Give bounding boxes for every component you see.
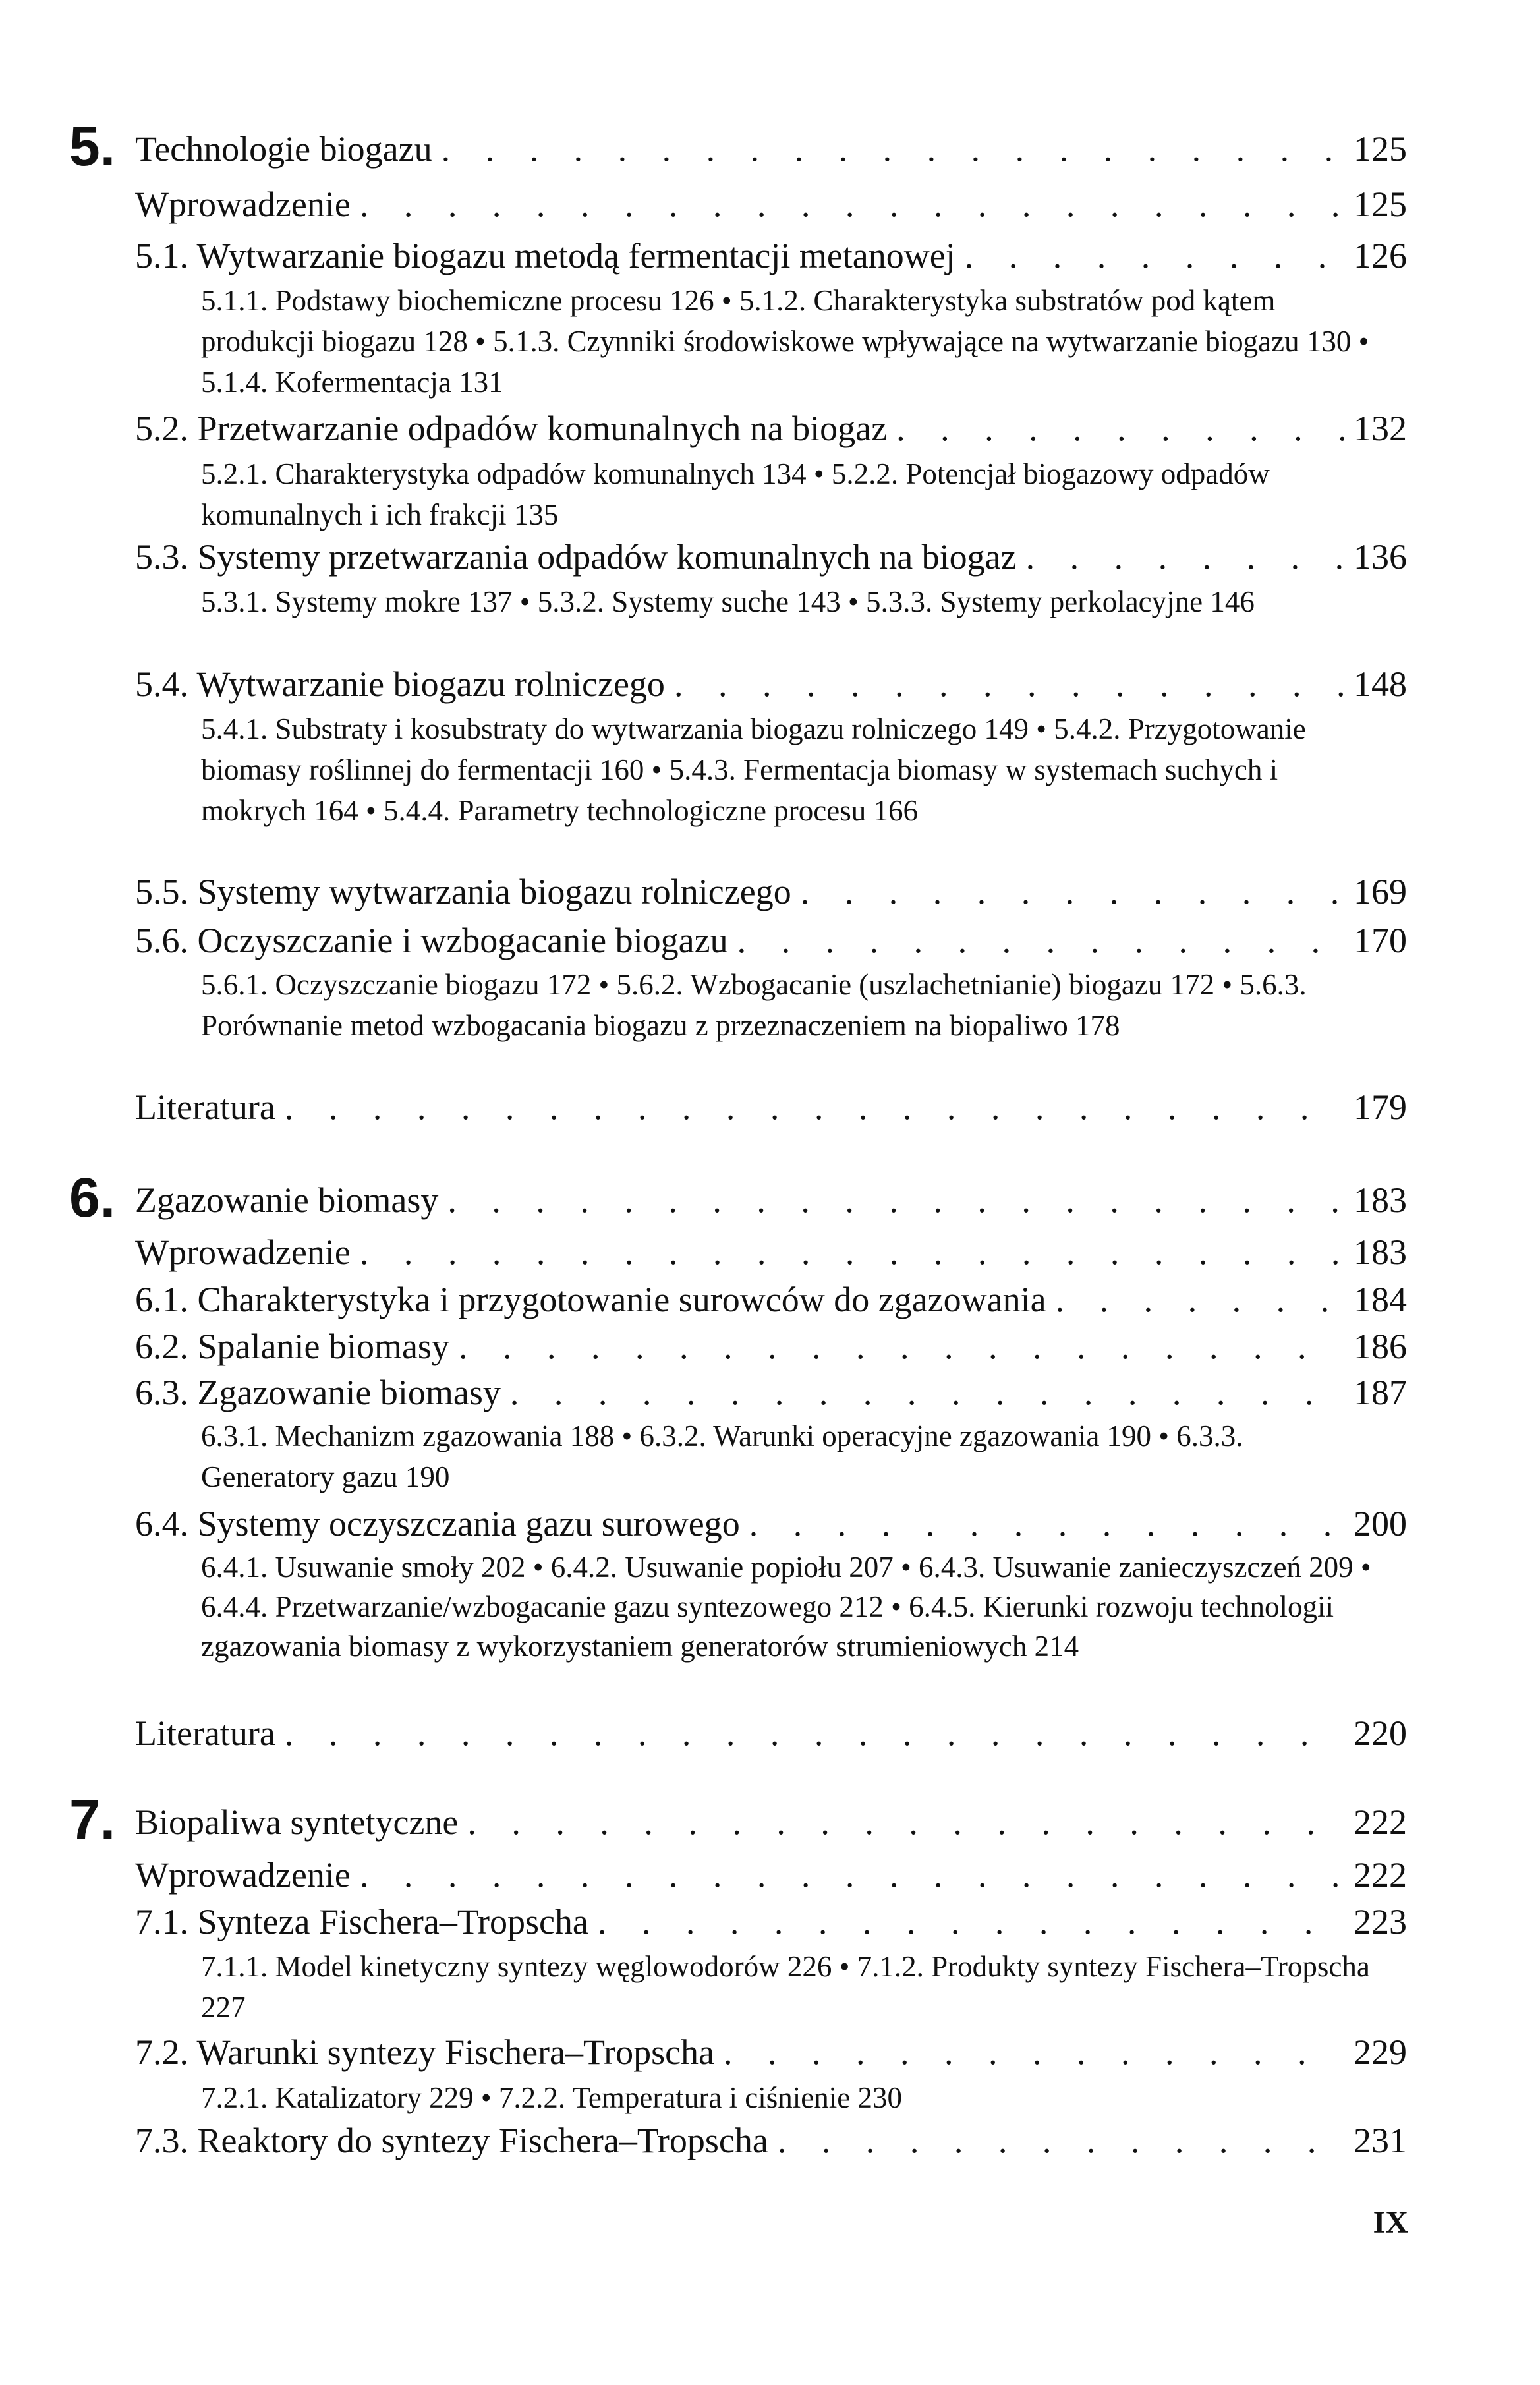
toc-entry-page: 169 bbox=[1354, 872, 1407, 911]
toc-entry-page: 186 bbox=[1354, 1327, 1407, 1366]
toc-entry bbox=[135, 409, 1407, 448]
leader-dots bbox=[724, 2032, 1344, 2072]
leader-dots bbox=[285, 1087, 1344, 1127]
toc-entry-label: 6.2. Spalanie biomasy bbox=[135, 1327, 449, 1366]
toc-entry-page: 222 bbox=[1354, 1855, 1407, 1895]
toc-entry-page: 148 bbox=[1354, 664, 1407, 704]
toc-entry bbox=[135, 664, 1407, 704]
toc-entry-page: 125 bbox=[1354, 185, 1407, 224]
toc-subsections: 7.2.1. Katalizatory 229 • 7.2.2. Temperatura i ciśnienie 230 bbox=[201, 2081, 902, 2114]
leader-dots bbox=[896, 409, 1344, 448]
toc-subsections: 5.3.1. Systemy mokre 137 • 5.3.2. Systemy suche 143 • 5.3.3. Systemy perkolacyjne 146 bbox=[201, 585, 1255, 618]
toc-entry-label: Biopaliwa syntetyczne bbox=[135, 1802, 459, 1842]
toc-entry-page: 183 bbox=[1354, 1232, 1407, 1272]
leader-dots bbox=[801, 872, 1344, 911]
toc-entry-page: 200 bbox=[1354, 1504, 1407, 1543]
toc-subsections: 5.4.1. Substraty i kosubstraty do wytwarzania biogazu rolniczego 149 • 5.4.2. Przygotowanie biomasy roślinnej do fermentacji 160 • 5.4.3. Fermentacja biomasy w systemach suchych i mokrych 164 • 5.4.4. Parametry technologiczne procesu 166 bbox=[201, 712, 1306, 827]
leader-dots bbox=[467, 1802, 1344, 1842]
toc-chapter-6 bbox=[69, 1166, 1407, 1228]
toc-chapter-5 bbox=[69, 115, 1407, 177]
toc-entry-page: 125 bbox=[1354, 129, 1407, 169]
toc-entry bbox=[135, 236, 1407, 275]
toc-entry-page: 170 bbox=[1354, 921, 1407, 960]
toc-entry-label: 5.5. Systemy wytwarzania biogazu rolniczego bbox=[135, 872, 791, 911]
toc-entry bbox=[135, 1232, 1407, 1272]
toc-entry-page: 187 bbox=[1354, 1373, 1407, 1412]
chapter-number: 7. bbox=[69, 1789, 116, 1851]
leader-dots bbox=[360, 1232, 1344, 1272]
toc-entry-label: 5.4. Wytwarzanie biogazu rolniczego bbox=[135, 664, 665, 704]
leader-dots bbox=[459, 1327, 1344, 1366]
toc-entry-page: 220 bbox=[1354, 1713, 1407, 1753]
leader-dots bbox=[737, 921, 1344, 960]
toc-entry-page: 136 bbox=[1354, 537, 1407, 577]
toc-chapter-7 bbox=[69, 1789, 1407, 1851]
toc-entry-page: 229 bbox=[1354, 2032, 1407, 2072]
chapter-number: 6. bbox=[69, 1166, 116, 1228]
toc-entry-label: 5.1. Wytwarzanie biogazu metodą fermentacji metanowej bbox=[135, 236, 955, 275]
leader-dots bbox=[1056, 1280, 1344, 1319]
leader-dots bbox=[442, 129, 1344, 169]
toc-entry-page: 132 bbox=[1354, 409, 1407, 448]
leader-dots bbox=[360, 1855, 1344, 1895]
leader-dots bbox=[510, 1373, 1344, 1412]
toc-entry bbox=[135, 1087, 1407, 1127]
toc-entry-label: 6.3. Zgazowanie biomasy bbox=[135, 1373, 501, 1412]
leader-dots bbox=[598, 1902, 1344, 1941]
toc-subsections: 6.4.1. Usuwanie smoły 202 • 6.4.2. Usuwanie popiołu 207 • 6.4.3. Usuwanie zanieczyszczeń 209 • 6.4.4. Przetwarzanie/wzbogacanie gazu syntezowego 212 • 6.4.5. Kierunki rozwoju technologii zgazowania biomasy z wykorzystaniem generatorów strumieniowych 214 bbox=[201, 1551, 1371, 1663]
toc-entry bbox=[135, 921, 1407, 960]
toc-entry-label: Literatura bbox=[135, 1087, 275, 1127]
toc-entry bbox=[135, 1280, 1407, 1319]
toc-subsections: 6.3.1. Mechanizm zgazowania 188 • 6.3.2. Warunki operacyjne zgazowania 190 • 6.3.3. Generatory gazu 190 bbox=[201, 1420, 1243, 1493]
toc-entry-label: Wprowadzenie bbox=[135, 1232, 351, 1272]
leader-dots bbox=[778, 2121, 1344, 2160]
toc-subsections: 7.1.1. Model kinetyczny syntezy węglowodorów 226 • 7.1.2. Produkty syntezy Fischera–Tropscha 227 bbox=[201, 1950, 1370, 2024]
toc-entry-page: 126 bbox=[1354, 236, 1407, 275]
toc-entry bbox=[135, 1855, 1407, 1895]
toc-entry-label: 7.1. Synteza Fischera–Tropscha bbox=[135, 1902, 588, 1941]
toc-entry bbox=[135, 1902, 1407, 1941]
leader-dots bbox=[360, 185, 1344, 224]
toc-entry-label: 5.6. Oczyszczanie i wzbogacanie biogazu bbox=[135, 921, 728, 960]
chapter-number: 5. bbox=[69, 115, 116, 177]
toc-entry-page: 222 bbox=[1354, 1802, 1407, 1842]
toc-entry-label: Wprowadzenie bbox=[135, 185, 351, 224]
toc-entry-label: 7.2. Warunki syntezy Fischera–Tropscha bbox=[135, 2032, 715, 2072]
toc-entry-label: 5.2. Przetwarzanie odpadów komunalnych na biogaz bbox=[135, 409, 888, 448]
toc-entry-page: 231 bbox=[1354, 2121, 1407, 2160]
toc-entry bbox=[135, 1373, 1407, 1412]
toc-entry-label: 6.4. Systemy oczyszczania gazu surowego bbox=[135, 1504, 740, 1543]
toc-entry bbox=[135, 872, 1407, 911]
toc-entry-label: Technologie biogazu bbox=[135, 129, 432, 169]
toc-subsections: 5.1.1. Podstawy biochemiczne procesu 126 • 5.1.2. Charakterystyka substratów pod kątem produkcji biogazu 128 • 5.1.3. Czynniki środowiskowe wpływające na wytwarzanie biogazu 130 • 5.1.4. Kofermentacja 131 bbox=[201, 284, 1369, 399]
leader-dots bbox=[674, 664, 1344, 704]
toc-entry bbox=[135, 2032, 1407, 2072]
toc-entry bbox=[135, 2121, 1407, 2160]
toc-entry-label: Wprowadzenie bbox=[135, 1855, 351, 1895]
toc-subsections: 5.6.1. Oczyszczanie biogazu 172 • 5.6.2. Wzbogacanie (uszlachetnianie) biogazu 172 • 5.6.3. Porównanie metod wzbogacania biogazu z przeznaczeniem na biopaliwo 178 bbox=[201, 968, 1307, 1042]
toc-subsections: 5.2.1. Charakterystyka odpadów komunalnych 134 • 5.2.2. Potencjał biogazowy odpadów komunalnych i ich frakcji 135 bbox=[201, 457, 1270, 531]
leader-dots bbox=[1026, 537, 1344, 577]
page-number: IX bbox=[1373, 2205, 1408, 2240]
toc-entry-page: 184 bbox=[1354, 1280, 1407, 1319]
toc-entry-label: 6.1. Charakterystyka i przygotowanie surowców do zgazowania bbox=[135, 1280, 1046, 1319]
toc-entry bbox=[135, 1504, 1407, 1543]
leader-dots bbox=[749, 1504, 1344, 1543]
toc-entry bbox=[135, 185, 1407, 224]
toc-entry-page: 183 bbox=[1354, 1180, 1407, 1220]
toc-entry-label: Zgazowanie biomasy bbox=[135, 1180, 439, 1220]
toc-entry-page: 179 bbox=[1354, 1087, 1407, 1127]
leader-dots bbox=[285, 1713, 1344, 1753]
leader-dots bbox=[965, 236, 1344, 275]
toc-entry-label: 5.3. Systemy przetwarzania odpadów komunalnych na biogaz bbox=[135, 537, 1017, 577]
toc-entry-page: 223 bbox=[1354, 1902, 1407, 1941]
toc-entry bbox=[135, 1327, 1407, 1366]
toc-entry-label: 7.3. Reaktory do syntezy Fischera–Tropscha bbox=[135, 2121, 768, 2160]
toc-entry-label: Literatura bbox=[135, 1713, 275, 1753]
leader-dots bbox=[447, 1180, 1344, 1220]
toc-entry bbox=[135, 537, 1407, 577]
toc-entry bbox=[135, 1713, 1407, 1753]
